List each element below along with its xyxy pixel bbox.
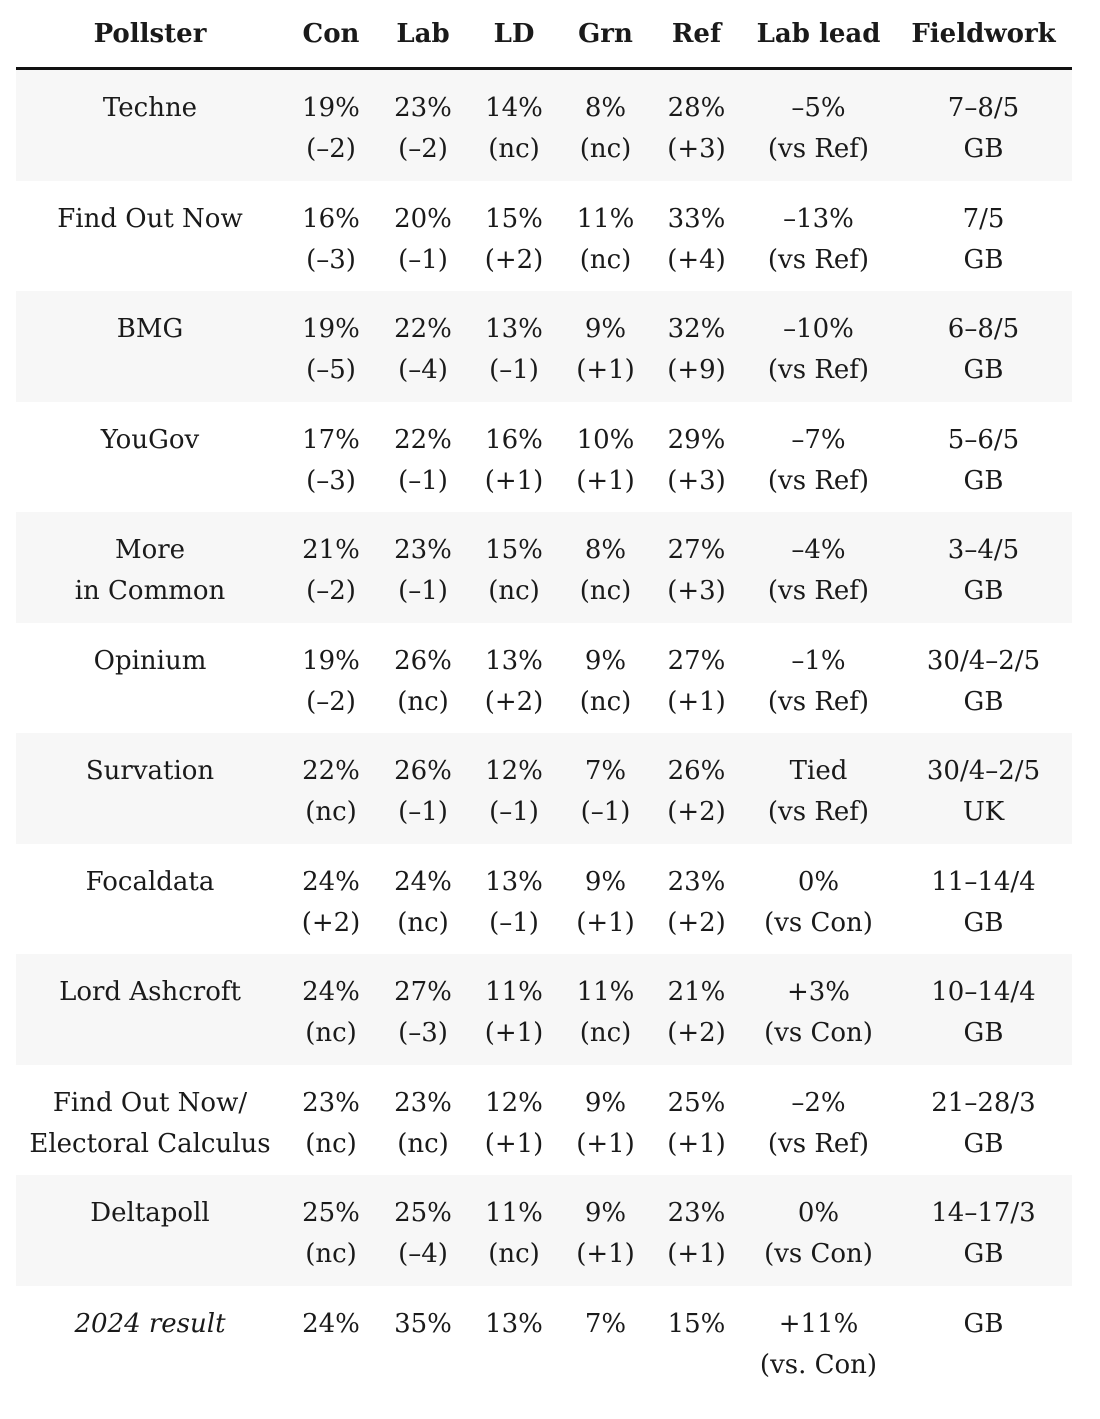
ref-cell-line: 27% <box>667 645 726 676</box>
lab-cell-line: 24% <box>394 866 452 897</box>
lab-lead-cell-line: (vs Ref) <box>767 576 870 606</box>
ld-cell <box>468 1193 560 1286</box>
con-cell-line: 24% <box>302 977 360 1007</box>
table-body <box>16 70 1072 1396</box>
lab-lead-cell-line: –7% <box>791 424 846 455</box>
lab-lead-cell <box>742 199 895 292</box>
lab-cell-line: 26% <box>394 756 452 786</box>
fieldwork-cell <box>895 862 1072 955</box>
ref-cell-line: 27% <box>667 535 726 565</box>
pollster-cell-line: More <box>114 535 186 565</box>
con-cell-line: (–2) <box>306 576 356 606</box>
ref-cell-line: (+3) <box>667 465 726 496</box>
header-ref: Ref <box>671 18 722 49</box>
table-header <box>16 0 1072 70</box>
lab-lead-cell-line: (vs. Con) <box>759 1349 878 1380</box>
pollster-cell <box>16 199 284 292</box>
fieldwork-cell <box>895 751 1072 844</box>
fieldwork-cell-line: GB <box>963 907 1004 938</box>
ref-cell-line: (+2) <box>667 1018 726 1048</box>
lab-lead-cell-line: 0% <box>797 1198 840 1228</box>
ld-cell-line: (nc) <box>488 1239 540 1269</box>
lab-cell-line: 22% <box>394 424 452 455</box>
lab-lead-cell-line: (vs Ref) <box>767 1128 870 1159</box>
lab-lead-cell-line: –2% <box>791 1087 846 1118</box>
ld-cell-line: 12% <box>485 756 543 786</box>
lab-cell <box>378 1083 468 1176</box>
lab-lead-cell-line: +11% <box>778 1308 859 1339</box>
header-grn: Grn <box>578 18 633 49</box>
grn-cell <box>560 972 651 1065</box>
ref-cell-line: 25% <box>667 1087 726 1118</box>
fieldwork-cell-line: GB <box>963 355 1004 385</box>
lab-cell-line: 27% <box>394 977 452 1007</box>
ld-cell-line: (–1) <box>489 355 539 385</box>
con-cell-line: (nc) <box>305 797 357 827</box>
grn-cell <box>560 420 651 513</box>
ld-cell-line: (nc) <box>488 134 540 164</box>
grn-cell-line: (+1) <box>576 355 635 385</box>
ref-cell <box>651 420 742 513</box>
ld-cell-line: 12% <box>485 1087 543 1118</box>
grn-cell-line: (nc) <box>579 244 632 275</box>
poll-table <box>16 0 1072 1396</box>
fieldwork-cell-line: 30/4–2/5 <box>926 756 1041 786</box>
ld-cell <box>468 641 560 734</box>
pollster-cell-line: Deltapoll <box>90 1198 210 1228</box>
lab-lead-cell-line: (vs Ref) <box>767 244 870 275</box>
fieldwork-cell-line: GB <box>963 244 1004 275</box>
fieldwork-cell-line: GB <box>963 134 1004 164</box>
header-fieldwork: Fieldwork <box>911 18 1056 49</box>
con-cell-line: 16% <box>302 203 360 234</box>
header-lab: Lab <box>396 18 450 49</box>
ref-cell-line: 28% <box>667 93 726 123</box>
lab-lead-cell <box>742 972 895 1065</box>
fieldwork-cell-line: 5–6/5 <box>947 424 1020 455</box>
lab-lead-cell-line: (vs Con) <box>764 1239 873 1269</box>
grn-cell-line: (+1) <box>576 465 635 496</box>
lab-lead-cell <box>742 1083 895 1176</box>
ld-cell-line: 15% <box>485 535 543 565</box>
lab-cell-line: 23% <box>394 93 452 123</box>
con-cell-line: (–2) <box>306 686 356 717</box>
lab-cell-line: 20% <box>394 203 452 234</box>
ld-cell <box>468 1083 560 1176</box>
lab-cell <box>378 88 468 181</box>
fieldwork-cell-line: UK <box>962 797 1005 827</box>
lab-lead-cell <box>742 420 895 513</box>
ref-cell-line: 15% <box>667 1308 726 1339</box>
ld-cell-line: 13% <box>485 314 543 344</box>
ld-cell <box>468 751 560 844</box>
ref-cell-line: 32% <box>667 314 726 344</box>
lab-cell-line: (–2) <box>398 134 448 164</box>
lab-lead-cell <box>742 309 895 402</box>
lab-cell <box>378 751 468 844</box>
lab-lead-cell <box>742 530 895 623</box>
fieldwork-cell <box>895 420 1072 513</box>
grn-cell <box>560 530 651 623</box>
pollster-cell <box>16 751 284 844</box>
con-cell-line: (–3) <box>306 465 356 496</box>
lab-cell-line: 22% <box>394 314 452 344</box>
lab-lead-cell-line: –4% <box>791 535 846 565</box>
con-cell-line: 19% <box>302 314 360 344</box>
lab-lead-cell <box>742 1193 895 1286</box>
header-ld: LD <box>493 18 535 49</box>
lab-lead-cell-line: –5% <box>791 93 846 123</box>
fieldwork-cell-line: GB <box>963 1308 1004 1339</box>
ref-cell <box>651 641 742 734</box>
con-cell <box>284 972 378 1065</box>
ld-cell-line: 11% <box>485 1198 543 1228</box>
pollster-cell-line: Find Out Now/ <box>52 1087 248 1118</box>
fieldwork-cell-line: GB <box>963 686 1004 717</box>
grn-cell <box>560 751 651 844</box>
table-row <box>16 954 1072 1065</box>
ld-cell <box>468 1304 560 1397</box>
table-row <box>16 844 1072 955</box>
ld-cell <box>468 972 560 1065</box>
ref-cell <box>651 751 742 844</box>
ref-cell <box>651 1193 742 1286</box>
table-row <box>16 1175 1072 1286</box>
con-cell-line: 25% <box>302 1198 360 1228</box>
pollster-cell-line: Opinium <box>93 645 207 676</box>
table-row <box>16 402 1072 513</box>
lab-cell-line: 25% <box>394 1198 452 1228</box>
header-lab-lead: Lab lead <box>756 18 881 49</box>
lab-lead-cell-line: (vs Ref) <box>767 355 870 385</box>
grn-cell-line: (nc) <box>579 134 632 164</box>
con-cell-line: (nc) <box>305 1239 357 1269</box>
ref-cell-line: (+2) <box>667 797 726 827</box>
grn-cell-line: (nc) <box>579 576 632 606</box>
pollster-cell-line: 2024 result <box>74 1308 226 1339</box>
con-cell-line: 19% <box>302 93 360 123</box>
lab-cell-line: (nc) <box>397 686 449 717</box>
ref-cell-line: 21% <box>667 977 726 1007</box>
pollster-cell-line: in Common <box>74 576 226 606</box>
ref-cell <box>651 1304 742 1397</box>
pollster-cell-line: Survation <box>85 756 215 786</box>
fieldwork-cell <box>895 1083 1072 1176</box>
lab-cell <box>378 530 468 623</box>
ld-cell-line: (+1) <box>484 1128 544 1159</box>
lab-lead-cell-line: (vs Ref) <box>767 686 870 717</box>
lab-cell-line: (–3) <box>398 1018 448 1048</box>
grn-cell-line: 9% <box>584 645 627 676</box>
pollster-cell <box>16 309 284 402</box>
fieldwork-cell <box>895 309 1072 402</box>
table-row <box>16 733 1072 844</box>
con-cell <box>284 309 378 402</box>
ld-cell-line: (+2) <box>484 244 544 275</box>
lab-lead-cell-line: (vs Con) <box>764 907 873 938</box>
ref-cell <box>651 199 742 292</box>
lab-cell-line: (–1) <box>398 465 448 496</box>
lab-lead-cell-line: (vs Ref) <box>767 134 870 164</box>
grn-cell-line: (+1) <box>576 1128 635 1159</box>
con-cell <box>284 530 378 623</box>
lab-lead-cell-line: (vs Con) <box>764 1018 873 1048</box>
con-cell <box>284 641 378 734</box>
grn-cell-line: 10% <box>576 424 635 455</box>
lab-lead-cell-line: –1% <box>791 645 846 676</box>
ref-cell <box>651 972 742 1065</box>
ref-cell <box>651 530 742 623</box>
lab-cell-line: (–1) <box>398 576 448 606</box>
ref-cell-line: (+2) <box>667 907 726 938</box>
ld-cell-line: 15% <box>485 203 543 234</box>
grn-cell-line: (+1) <box>576 1239 635 1269</box>
pollster-cell <box>16 1193 284 1286</box>
ref-cell <box>651 309 742 402</box>
con-cell-line: 23% <box>302 1087 360 1118</box>
con-cell-line: (nc) <box>305 1018 357 1048</box>
ref-cell-line: 26% <box>667 756 726 786</box>
fieldwork-cell-line: 14–17/3 <box>931 1198 1036 1228</box>
con-cell-line: (–2) <box>306 134 356 164</box>
lab-cell <box>378 420 468 513</box>
ld-cell <box>468 88 560 181</box>
fieldwork-cell <box>895 530 1072 623</box>
ref-cell-line: (+1) <box>667 686 726 717</box>
ref-cell-line: 29% <box>667 424 726 455</box>
lab-lead-cell-line: –10% <box>783 314 854 344</box>
header-pollster: Pollster <box>93 18 207 49</box>
pollster-cell-line: Techne <box>102 93 198 123</box>
lab-cell <box>378 199 468 292</box>
lab-lead-cell <box>742 1304 895 1397</box>
con-cell-line: 24% <box>302 866 360 897</box>
lab-lead-cell <box>742 862 895 955</box>
con-cell-line: 17% <box>302 424 360 455</box>
fieldwork-cell-line: GB <box>963 1239 1004 1269</box>
pollster-cell <box>16 420 284 513</box>
ld-cell-line: (nc) <box>488 576 540 606</box>
grn-cell-line: 11% <box>576 977 635 1007</box>
fieldwork-cell-line: 21–28/3 <box>931 1087 1036 1118</box>
grn-cell-line: 9% <box>584 314 627 344</box>
lab-cell <box>378 1304 468 1397</box>
con-cell <box>284 420 378 513</box>
grn-cell-line: 11% <box>576 203 635 234</box>
lab-lead-cell-line: 0% <box>797 866 840 897</box>
pollster-cell-line: Focaldata <box>85 866 215 897</box>
lab-cell-line: 35% <box>394 1308 452 1339</box>
header-con: Con <box>302 18 360 49</box>
con-cell <box>284 1083 378 1176</box>
con-cell <box>284 862 378 955</box>
ld-cell <box>468 420 560 513</box>
lab-lead-cell-line: –13% <box>783 203 854 234</box>
grn-cell-line: 7% <box>584 756 627 786</box>
grn-cell-line: (+1) <box>576 907 635 938</box>
fieldwork-cell-line: GB <box>963 1128 1004 1159</box>
ref-cell-line: (+1) <box>667 1239 726 1269</box>
table-row <box>16 1065 1072 1176</box>
ref-cell-line: 33% <box>667 203 726 234</box>
table-row <box>16 70 1072 181</box>
table-row <box>16 291 1072 402</box>
pollster-cell <box>16 972 284 1065</box>
ld-cell-line: (+1) <box>484 465 544 496</box>
lab-cell-line: 26% <box>394 645 452 676</box>
table-row <box>16 181 1072 292</box>
con-cell <box>284 199 378 292</box>
grn-cell <box>560 1083 651 1176</box>
con-cell <box>284 88 378 181</box>
lab-lead-cell-line: (vs Ref) <box>767 797 870 827</box>
ld-cell <box>468 309 560 402</box>
con-cell-line: (–3) <box>306 244 356 275</box>
ref-cell-line: (+3) <box>667 576 726 606</box>
fieldwork-cell-line: 7–8/5 <box>947 93 1020 123</box>
table-row <box>16 1286 1072 1397</box>
grn-cell-line: 9% <box>584 1198 627 1228</box>
pollster-cell <box>16 1304 284 1397</box>
ld-cell-line: 16% <box>485 424 543 455</box>
pollster-cell <box>16 1083 284 1176</box>
table-row <box>16 623 1072 734</box>
fieldwork-cell-line: GB <box>963 465 1004 496</box>
con-cell-line: 22% <box>302 756 360 786</box>
grn-cell-line: 8% <box>584 93 627 123</box>
con-cell-line: 21% <box>302 535 360 565</box>
grn-cell <box>560 641 651 734</box>
lab-lead-cell-line: (vs Ref) <box>767 465 870 496</box>
lab-lead-cell <box>742 88 895 181</box>
grn-cell <box>560 862 651 955</box>
grn-cell <box>560 1193 651 1286</box>
con-cell-line: 19% <box>302 645 360 676</box>
lab-cell <box>378 309 468 402</box>
grn-cell-line: 9% <box>584 1087 627 1118</box>
con-cell <box>284 1193 378 1286</box>
lab-cell <box>378 641 468 734</box>
lab-lead-cell-line: +3% <box>786 977 851 1007</box>
fieldwork-cell <box>895 641 1072 734</box>
lab-cell-line: (nc) <box>397 1128 449 1159</box>
ref-cell-line: 23% <box>667 866 726 897</box>
pollster-cell <box>16 862 284 955</box>
lab-cell <box>378 862 468 955</box>
fieldwork-cell-line: GB <box>963 1018 1004 1048</box>
pollster-cell-line: YouGov <box>100 424 200 455</box>
pollster-cell-line: Lord Ashcroft <box>59 977 241 1007</box>
con-cell-line: (nc) <box>305 1128 357 1159</box>
table-row <box>16 512 1072 623</box>
fieldwork-cell-line: 11–14/4 <box>931 866 1036 897</box>
fieldwork-cell <box>895 199 1072 292</box>
ref-cell-line: (+9) <box>667 355 726 385</box>
ref-cell-line: (+3) <box>667 134 726 164</box>
ld-cell-line: 13% <box>485 645 543 676</box>
grn-cell-line: (nc) <box>579 1018 632 1048</box>
con-cell-line: (+2) <box>301 907 361 938</box>
ld-cell <box>468 862 560 955</box>
grn-cell <box>560 309 651 402</box>
pollster-cell <box>16 88 284 181</box>
ref-cell-line: 23% <box>667 1198 726 1228</box>
fieldwork-cell <box>895 1193 1072 1286</box>
fieldwork-cell-line: 10–14/4 <box>931 977 1036 1007</box>
ref-cell <box>651 88 742 181</box>
ld-cell-line: (+2) <box>484 686 544 717</box>
grn-cell <box>560 1304 651 1397</box>
ld-cell-line: 14% <box>485 93 543 123</box>
lab-cell-line: (–4) <box>398 1239 448 1269</box>
grn-cell-line: 8% <box>584 535 627 565</box>
lab-lead-cell <box>742 641 895 734</box>
fieldwork-cell-line: 30/4–2/5 <box>926 645 1041 676</box>
grn-cell-line: 9% <box>584 866 627 897</box>
fieldwork-cell <box>895 88 1072 181</box>
con-cell-line: (–5) <box>306 355 356 385</box>
pollster-cell-line: Find Out Now <box>57 203 243 234</box>
lab-cell-line: (–1) <box>398 244 448 275</box>
fieldwork-cell-line: GB <box>963 576 1004 606</box>
ld-cell-line: 11% <box>485 977 543 1007</box>
lab-lead-cell <box>742 751 895 844</box>
lab-cell <box>378 972 468 1065</box>
grn-cell-line: 7% <box>584 1308 627 1339</box>
lab-lead-cell-line: Tied <box>789 756 848 786</box>
lab-cell-line: (–4) <box>398 355 448 385</box>
con-cell <box>284 1304 378 1397</box>
grn-cell-line: (–1) <box>580 797 631 827</box>
fieldwork-cell-line: 3–4/5 <box>947 535 1020 565</box>
ld-cell-line: 13% <box>485 1308 543 1339</box>
lab-cell-line: 23% <box>394 535 452 565</box>
grn-cell-line: (nc) <box>579 686 632 717</box>
grn-cell <box>560 88 651 181</box>
grn-cell <box>560 199 651 292</box>
lab-cell-line: (–1) <box>398 797 448 827</box>
ld-cell-line: (+1) <box>484 1018 544 1048</box>
ld-cell-line: (–1) <box>489 907 539 938</box>
ref-cell-line: (+4) <box>667 244 726 275</box>
ld-cell <box>468 530 560 623</box>
fieldwork-cell-line: 7/5 <box>962 203 1005 234</box>
fieldwork-cell <box>895 972 1072 1065</box>
fieldwork-cell <box>895 1304 1072 1397</box>
pollster-cell <box>16 641 284 734</box>
con-cell <box>284 751 378 844</box>
lab-cell-line: 23% <box>394 1087 452 1118</box>
con-cell-line: 24% <box>302 1308 360 1339</box>
ld-cell-line: 13% <box>485 866 543 897</box>
lab-cell-line: (nc) <box>397 907 449 938</box>
pollster-cell-line: Electoral Calculus <box>29 1128 271 1159</box>
ref-cell <box>651 862 742 955</box>
fieldwork-cell-line: 6–8/5 <box>947 314 1020 344</box>
pollster-cell <box>16 530 284 623</box>
pollster-cell-line: BMG <box>116 314 184 344</box>
ld-cell <box>468 199 560 292</box>
ref-cell <box>651 1083 742 1176</box>
lab-cell <box>378 1193 468 1286</box>
ref-cell-line: (+1) <box>667 1128 726 1159</box>
ld-cell-line: (–1) <box>489 797 539 827</box>
